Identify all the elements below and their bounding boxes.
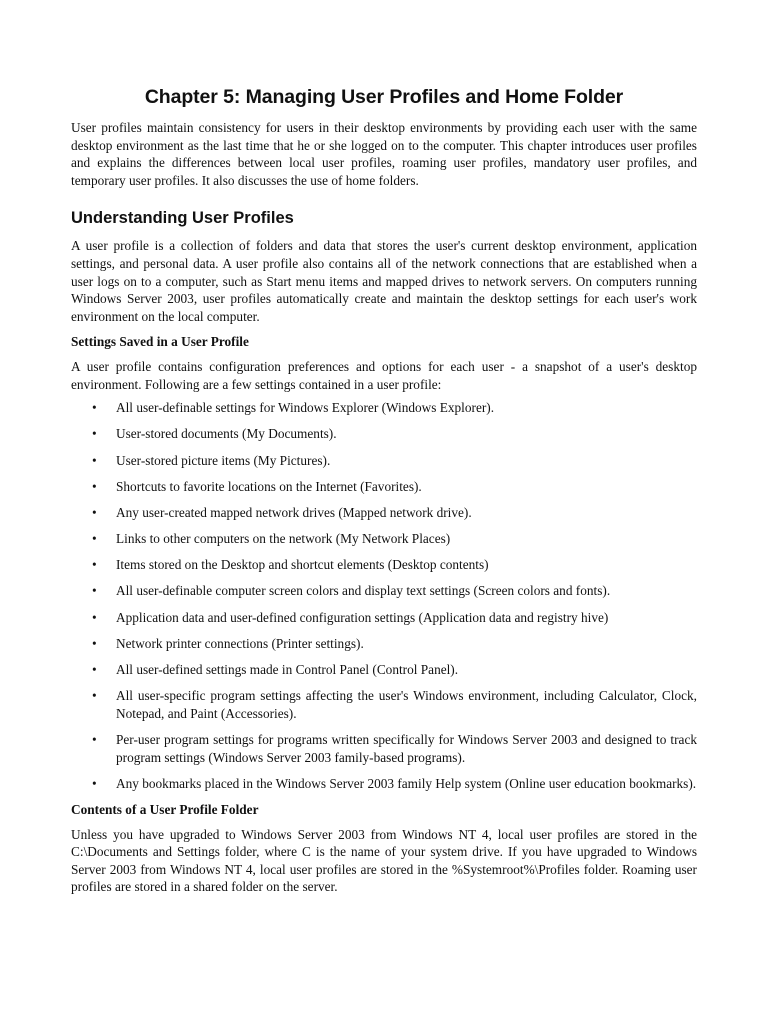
bullet-icon: •	[92, 452, 97, 468]
bullet-icon: •	[92, 504, 97, 520]
list-item-text: All user-specific program settings affecting the user's Windows environment, including Calculator, Clock, Notepad, and Paint (Accessories).	[116, 688, 697, 721]
list-item	[71, 635, 697, 653]
list-item	[71, 775, 697, 793]
document-page	[71, 84, 697, 896]
bullet-icon: •	[92, 775, 97, 791]
list-item-text: All user-definable computer screen colors and display text settings (Screen colors and fonts).	[116, 583, 611, 599]
list-item-text: Per-user program settings for programs written specifically for Windows Server 2003 and designed to track program settings (Windows Server 2003 family-based programs).	[116, 731, 697, 765]
section-paragraph: A user profile is a collection of folders and data that stores the user's current desktop environment, application settings, and personal data. A user profile also contains all of the network connections that are established when a user logs on to a computer, such as Start menu items and mapped drives to network servers. On computers running Windows Server 2003, user profiles automatically create and maintain the desktop settings for each user's work environment on the local computer.	[71, 238, 697, 324]
bullet-icon: •	[92, 557, 97, 573]
bullet-icon: •	[92, 583, 97, 599]
list-item	[71, 731, 697, 766]
bullet-icon: •	[92, 400, 97, 416]
list-item	[71, 556, 697, 574]
list-item	[71, 582, 697, 600]
list-item	[71, 399, 697, 417]
list-item	[71, 661, 697, 679]
section-heading-understanding-user-profiles: Understanding User Profiles	[71, 209, 294, 228]
subheading-settings-saved: Settings Saved in a User Profile	[71, 334, 249, 350]
list-item-text: Links to other computers on the network (My Network Places)	[116, 531, 451, 547]
list-item-text: User-stored picture items (My Pictures).	[116, 452, 331, 468]
list-item	[71, 504, 697, 522]
list-item-text: Any user-created mapped network drives (Mapped network drive).	[116, 504, 472, 520]
bullet-icon: •	[92, 478, 97, 494]
settings-intro-paragraph: A user profile contains configuration preferences and options for each user - a snapshot of a user's desktop environment. Following are a few settings contained in a user profile:	[71, 358, 697, 392]
list-item-text: User-stored documents (My Documents).	[116, 426, 337, 442]
bullet-icon: •	[92, 688, 97, 704]
list-item	[71, 425, 697, 443]
bullet-icon: •	[92, 662, 97, 677]
list-item-text: All user-defined settings made in Control Panel (Control Panel).	[116, 662, 459, 677]
settings-bullet-list	[71, 399, 697, 792]
chapter-title: Chapter 5: Managing User Profiles and Home Folder	[144, 86, 624, 108]
list-item-text: Network printer connections (Printer settings).	[116, 635, 364, 651]
list-item-text: Any bookmarks placed in the Windows Server 2003 family Help system (Online user education bookmarks).	[116, 775, 697, 791]
list-item	[71, 530, 697, 548]
list-item	[71, 478, 697, 496]
bullet-icon: •	[92, 609, 97, 625]
intro-paragraph: User profiles maintain consistency for users in their desktop environments by providing each user with the same desktop environment as the last time that he or she logged on to the computer. This chapter introduces user profiles and explains the differences between local user profiles, roaming user profiles, mandatory user profiles, and temporary user profiles. It also discusses the use of home folders.	[71, 120, 697, 188]
contents-paragraph: Unless you have upgraded to Windows Server 2003 from Windows NT 4, local user profiles are stored in the C:\Documents and Settings folder, where C is the name of your system drive. If you have upgraded to Windows Server 2003 from Windows NT 4, local user profiles are stored in the %Systemroot%\Profiles folder. Roaming user profiles are stored in a shared folder on the server.	[71, 826, 697, 895]
bullet-icon: •	[92, 531, 97, 547]
list-item	[71, 609, 697, 627]
bullet-icon: •	[92, 731, 97, 747]
bullet-icon: •	[92, 635, 97, 651]
list-item-text: Shortcuts to favorite locations on the Internet (Favorites).	[116, 478, 422, 494]
list-item-text: All user-definable settings for Windows Explorer (Windows Explorer).	[116, 400, 495, 416]
bullet-icon: •	[92, 426, 97, 442]
list-item	[71, 452, 697, 470]
list-item-text: Application data and user-defined configuration settings (Application data and registry hive)	[116, 609, 609, 625]
subheading-contents-of-folder: Contents of a User Profile Folder	[71, 801, 259, 817]
list-item	[71, 687, 697, 722]
list-item-text: Items stored on the Desktop and shortcut elements (Desktop contents)	[116, 557, 489, 573]
